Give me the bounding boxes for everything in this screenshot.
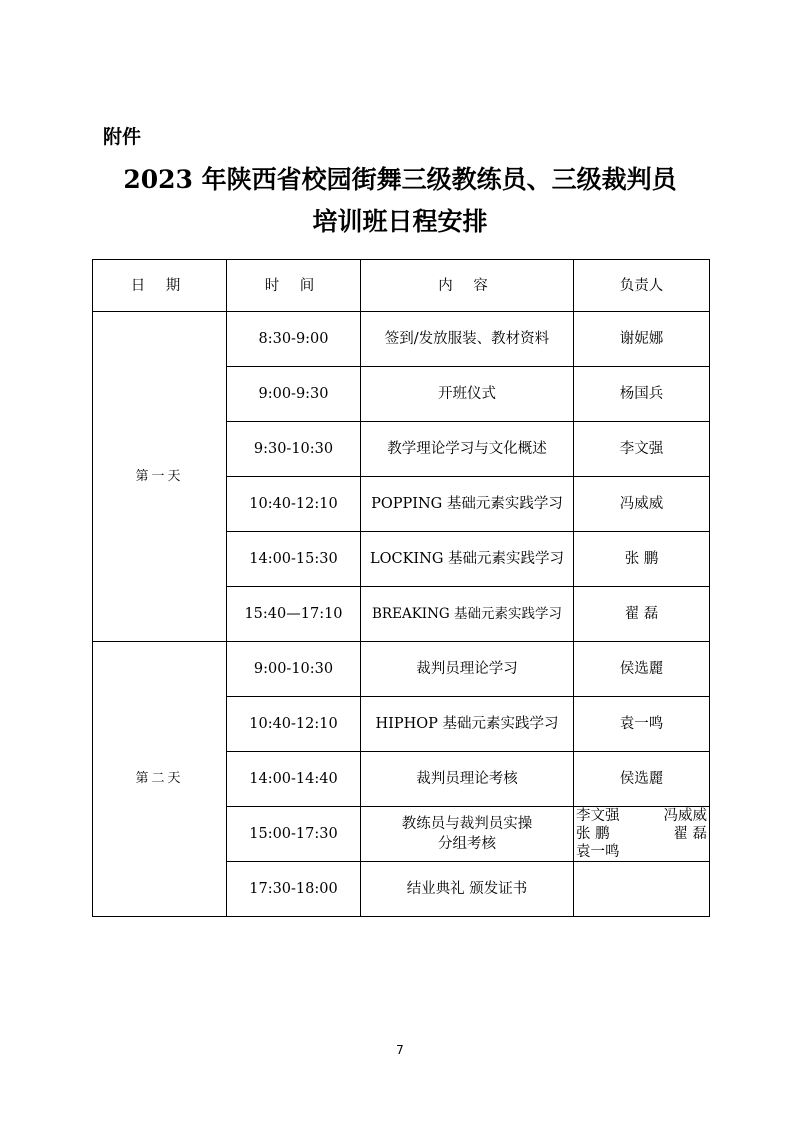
person-cell: 袁一鸣 — [574, 697, 710, 752]
page-number: 7 — [396, 1043, 404, 1057]
header-content: 内 容 — [361, 260, 574, 312]
content-cell: 开班仪式 — [361, 367, 574, 422]
person-name: 李文强 — [576, 808, 620, 824]
content-cell: 裁判员理论学习 — [361, 642, 574, 697]
person-cell: 李文强 — [574, 422, 710, 477]
person-name: 袁一鸣 — [576, 844, 620, 860]
person-name: 冯威威 — [663, 808, 707, 824]
day-label: 第一天 — [93, 312, 227, 642]
time-cell: 15:40—17:10 — [227, 587, 361, 642]
time-cell: 14:00-14:40 — [227, 752, 361, 807]
person-cell: 张 鹏 — [574, 532, 710, 587]
content-cell — [361, 807, 574, 862]
content-cell: 教学理论学习与文化概述 — [361, 422, 574, 477]
table-header-row — [93, 260, 710, 312]
content-line: 教练员与裁判员实操 — [401, 816, 533, 832]
header-time: 时 间 — [227, 260, 361, 312]
person-cell: 杨国兵 — [574, 367, 710, 422]
attachment-label: 附件 — [103, 126, 142, 148]
content-cell: 裁判员理论考核 — [361, 752, 574, 807]
content-cell: LOCKING 基础元素实践学习 — [361, 532, 574, 587]
time-cell: 17:30-18:00 — [227, 862, 361, 917]
header-person: 负责人 — [574, 260, 710, 312]
person-cell: 翟 磊 — [574, 587, 710, 642]
person-cell — [574, 807, 710, 862]
person-cell: 侯选麗 — [574, 752, 710, 807]
time-cell: 10:40-12:10 — [227, 697, 361, 752]
content-cell: 签到/发放服装、教材资料 — [361, 312, 574, 367]
time-cell: 9:00-10:30 — [227, 642, 361, 697]
time-cell: 10:40-12:10 — [227, 477, 361, 532]
person-cell: 谢妮娜 — [574, 312, 710, 367]
content-cell: 结业典礼 颁发证书 — [361, 862, 574, 917]
schedule-table — [92, 259, 710, 917]
person-cell: 侯选麗 — [574, 642, 710, 697]
day-label: 第二天 — [93, 642, 227, 917]
header-date: 日 期 — [93, 260, 227, 312]
table-row — [93, 642, 710, 697]
person-cell — [574, 862, 710, 917]
content-line: 分组考核 — [438, 836, 496, 852]
time-cell: 9:00-9:30 — [227, 367, 361, 422]
person-cell: 冯威威 — [574, 477, 710, 532]
title-line-1: 2023 年陕西省校园街舞三级教练员、三级裁判员 — [123, 165, 677, 194]
table-row — [93, 312, 710, 367]
content-cell: POPPING 基础元素实践学习 — [361, 477, 574, 532]
content-cell: BREAKING 基础元素实践学习 — [361, 587, 574, 642]
title-line-2: 培训班日程安排 — [312, 207, 488, 236]
time-cell: 9:30-10:30 — [227, 422, 361, 477]
time-cell: 14:00-15:30 — [227, 532, 361, 587]
person-name: 翟 磊 — [673, 826, 707, 842]
time-cell: 8:30-9:00 — [227, 312, 361, 367]
person-name: 张 鹏 — [576, 826, 610, 842]
content-cell: HIPHOP 基础元素实践学习 — [361, 697, 574, 752]
time-cell: 15:00-17:30 — [227, 807, 361, 862]
